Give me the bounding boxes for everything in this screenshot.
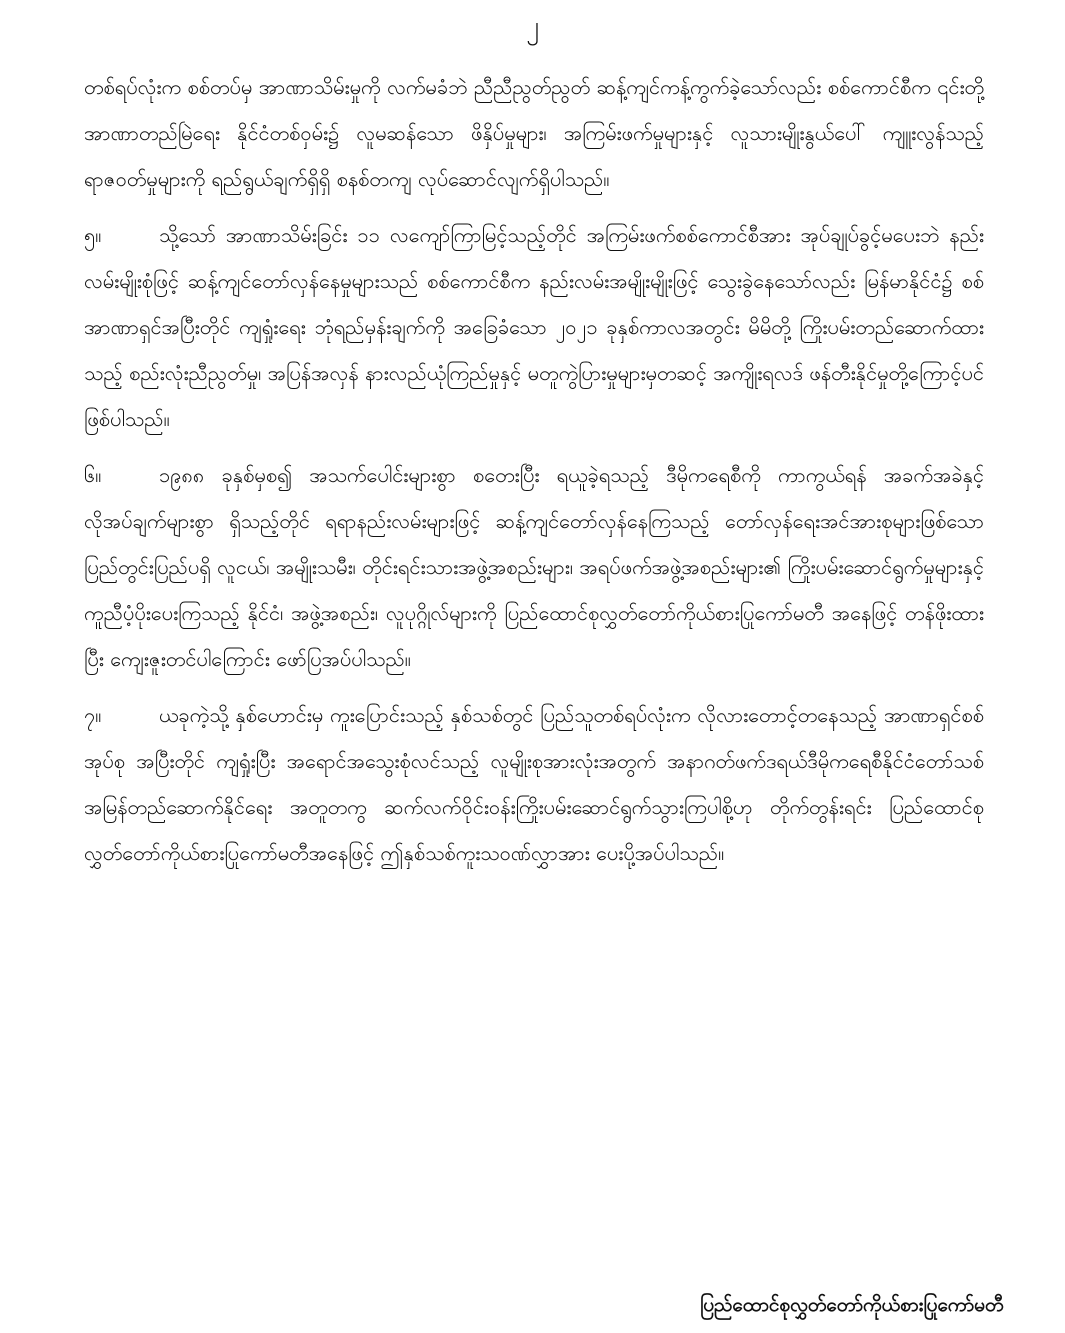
paragraph-text: သို့သော် အာဏာသိမ်းခြင်း ၁၁ လကျော်ကြာမြင့်သည့်တိုင် အကြမ်းဖက်စစ်ကောင်စီအား အုပ်ချုပ်ခွင့်မပေးဘဲ နည်းလမ်းမျိုးစုံဖြင့် ဆန့်ကျင်တော်လှန်နေမှုများသည် စစ်ကောင်စီက နည်းလမ်းအမျိုးမျိုးဖြင့် သွေးခွဲနေသော်လည်း မြန်မာနိုင်ငံ၌ စစ်အာဏာရှင်အပြီးတိုင် ကျရှုံးရေး ဘုံရည်မှန်းချက်ကို အခြေခံသော ၂၀၂၁ ခုနှစ်ကာလအတွင်း မိမိတို့ ကြိုးပမ်းတည်ဆောက်ထားသည့် စည်းလုံးညီညွတ်မှု၊ အပြန်အလှန် နားလည်ယုံကြည်မှုနှင့် မတူကွဲပြားမှုများမှတဆင့် အကျိုးရလဒ် ဖန်တီးနိုင်မှုတို့ကြောင့်ပင် ဖြစ်ပါသည်။: [84, 223, 984, 431]
paragraph-number: ၅။: [84, 223, 102, 247]
paragraph-number: ၆။: [84, 463, 102, 487]
paragraph-6: [84, 452, 984, 682]
paragraph-continued: [84, 64, 984, 202]
paragraph-number: ၇။: [84, 703, 102, 727]
page-number: ၂: [526, 11, 539, 41]
paragraph-text: တစ်ရပ်လုံးက စစ်တပ်မှ အာဏာသိမ်းမှုကို လက်မခံဘဲ ညီညီညွတ်ညွတ် ဆန့်ကျင်ကန့်ကွက်ခဲ့သော်လည်း စစ်ကောင်စီက ၎င်းတို့ အာဏာတည်မြဲရေး နိုင်ငံတစ်ဝှမ်း၌ လူမဆန်သော ဖိနှိပ်မှုများ၊ အကြမ်းဖက်မှုများနှင့် လူသားမျိုးနွယ်ပေါ် ကျူးလွန်သည့် ရာဇဝတ်မှုများကို ရည်ရွယ်ချက်ရှိရှိ စနစ်တကျ လုပ်ဆောင်လျက်ရှိပါသည်။: [84, 75, 984, 191]
committee-signature: ပြည်ထောင်စုလွှတ်တော်ကိုယ်စားပြုကော်မတီ: [700, 1294, 1004, 1316]
document-body: [84, 64, 984, 886]
paragraph-7: [84, 692, 984, 876]
paragraph-5: [84, 212, 984, 442]
paragraph-text: ယခုကဲ့သို့ နှစ်ဟောင်းမှ ကူးပြောင်းသည့် နှစ်သစ်တွင် ပြည်သူတစ်ရပ်လုံးက လိုလားတောင့်တနေသည့် အာဏာရှင်စစ်အုပ်စု အပြီးတိုင် ကျရှုံးပြီး အရောင်အသွေးစုံလင်သည့် လူမျိုးစုအားလုံးအတွက် အနာဂတ်ဖက်ဒရယ်ဒီမိုကရေစီနိုင်ငံတော်သစ် အမြန်တည်ဆောက်နိုင်ရေး အတူတကွ ဆက်လက်ဝိုင်းဝန်းကြိုးပမ်းဆောင်ရွက်သွားကြပါစို့ဟု တိုက်တွန်းရင်း ပြည်ထောင်စုလွှတ်တော်ကိုယ်စားပြုကော်မတီအနေဖြင့် ဤနှစ်သစ်ကူးသဝဏ်လွှာအား ပေးပို့အပ်ပါသည်။: [84, 703, 984, 865]
paragraph-text: ၁၉၈၈ ခုနှစ်မှစ၍ အသက်ပေါင်းများစွာ စတေးပြီး ရယူခဲ့ရသည့် ဒီမိုကရေစီကို ကာကွယ်ရန် အခက်အခဲနှင့် လိုအပ်ချက်များစွာ ရှိသည့်တိုင် ရရာနည်းလမ်းများဖြင့် ဆန့်ကျင်တော်လှန်နေကြသည့် တော်လှန်ရေးအင်အားစုများဖြစ်သော ပြည်တွင်းပြည်ပရှိ လူငယ်၊ အမျိုးသမီး၊ တိုင်းရင်းသားအဖွဲ့အစည်းများ၊ အရပ်ဖက်အဖွဲ့အစည်းများ၏ ကြိုးပမ်းဆောင်ရွက်မှုများနှင့် ကူညီပံ့ပိုးပေးကြသည့် နိုင်ငံ၊ အဖွဲ့အစည်း၊ လူပုဂ္ဂိုလ်များကို ပြည်ထောင်စုလွှတ်တော်ကိုယ်စားပြုကော်မတီ အနေဖြင့် တန်ဖိုးထားပြီး ကျေးဇူးတင်ပါကြောင်း ဖော်ပြအပ်ပါသည်။: [84, 463, 984, 671]
